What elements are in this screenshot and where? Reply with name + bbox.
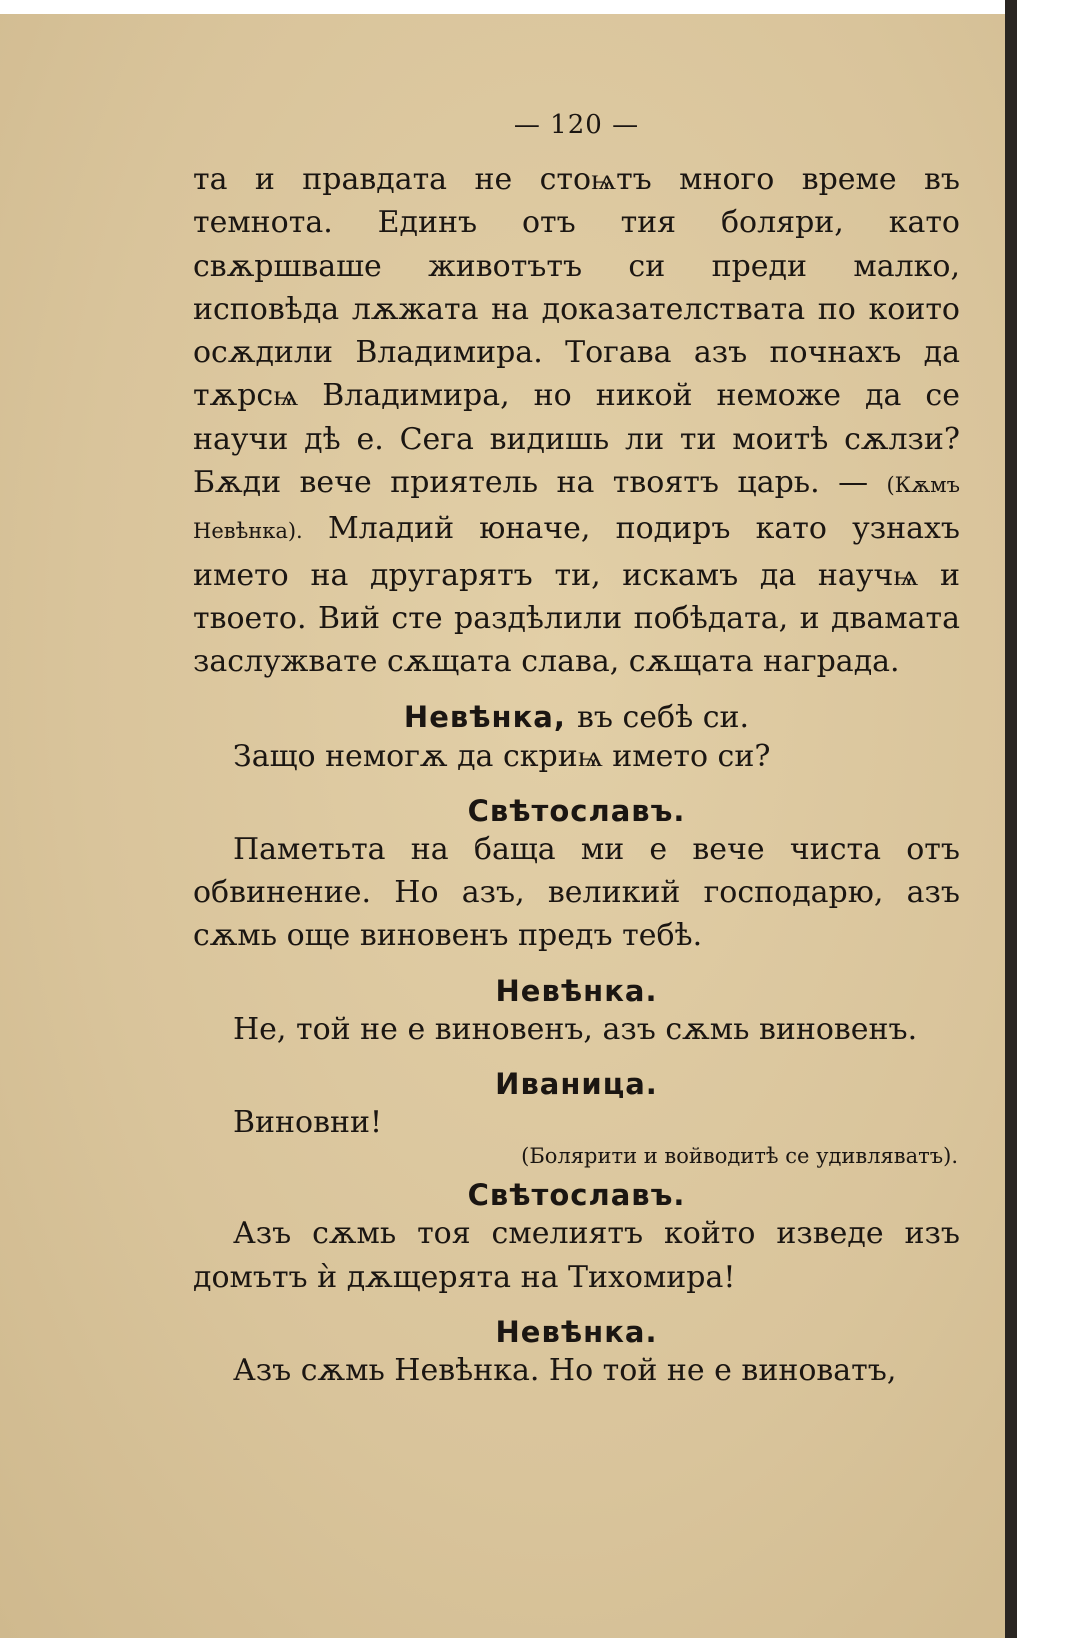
paragraph-opening-tail: Младий юначе, подиръ като узнахъ името на другарятъ ти, искамъ да научѩ и твоето. Вий сте раздѣлили побѣдата, и двамата заслужвате сѫщата слава, сѫщата награда. <box>193 511 960 680</box>
speaker-nevenka-3: Невѣнка. <box>495 1314 658 1349</box>
page-edge-shadow <box>1005 0 1017 1638</box>
paragraph-svetoslav-2: Азъ сѫмь тоя смелиятъ който изведе изъ домътъ ѝ дѫщерята на Тихомира! <box>193 1216 960 1295</box>
speaker-svetoslav-2: Свѣтославъ. <box>467 1178 686 1213</box>
paragraph-opening <box>193 158 960 684</box>
inline-stage-direction: (Кѫмъ Невѣнка). <box>193 473 960 544</box>
line-nevenka-2: Не, той не е виновенъ, азъ сѫмь виновенъ. <box>233 1011 918 1047</box>
speaker-nevenka-2: Невѣнка. <box>495 973 658 1008</box>
paragraph-opening-text: та и правдата не стоѩтъ много време въ темнота. Единъ отъ тия боляри, като свѫршваше животътъ си преди малко, исповѣда лѫжата на доказателствата по които осѫдили Владимира. Тогава азъ почнахъ да тѫрсѩ Владимира, но никой неможе да се научи дѣ е. Сега видишь ли ти моитѣ сѫлзи? Бѫди вече приятель на твоятъ царь. — <box>193 162 960 501</box>
stage-direction-boyars: (Болярити и войводитѣ се удивляватъ). <box>521 1144 958 1169</box>
speaker-name: Невѣнка, <box>403 699 566 734</box>
line-nevenka-1: Защо немогѫ да скриѩ името си? <box>233 738 771 774</box>
speaker-nevenka-aside <box>193 700 960 735</box>
speaker-aside: въ себѣ си. <box>576 699 750 735</box>
line-ivanitsa: Виновни! <box>233 1105 383 1141</box>
page-number: — 120 — <box>513 110 640 140</box>
speaker-ivanitsa: Иваница. <box>495 1067 658 1102</box>
speaker-svetoslav-1: Свѣтославъ. <box>467 793 686 828</box>
scan-top-margin <box>0 0 1005 14</box>
page-content <box>193 110 960 1392</box>
paragraph-svetoslav-1: Паметьта на баща ми е вече чиста отъ обвинение. Но азъ, великий господарю, азъ сѫмь още виновенъ предъ тебѣ. <box>193 831 960 954</box>
line-nevenka-3: Азъ сѫмь Невѣнка. Но той не е виноватъ, <box>233 1352 897 1388</box>
